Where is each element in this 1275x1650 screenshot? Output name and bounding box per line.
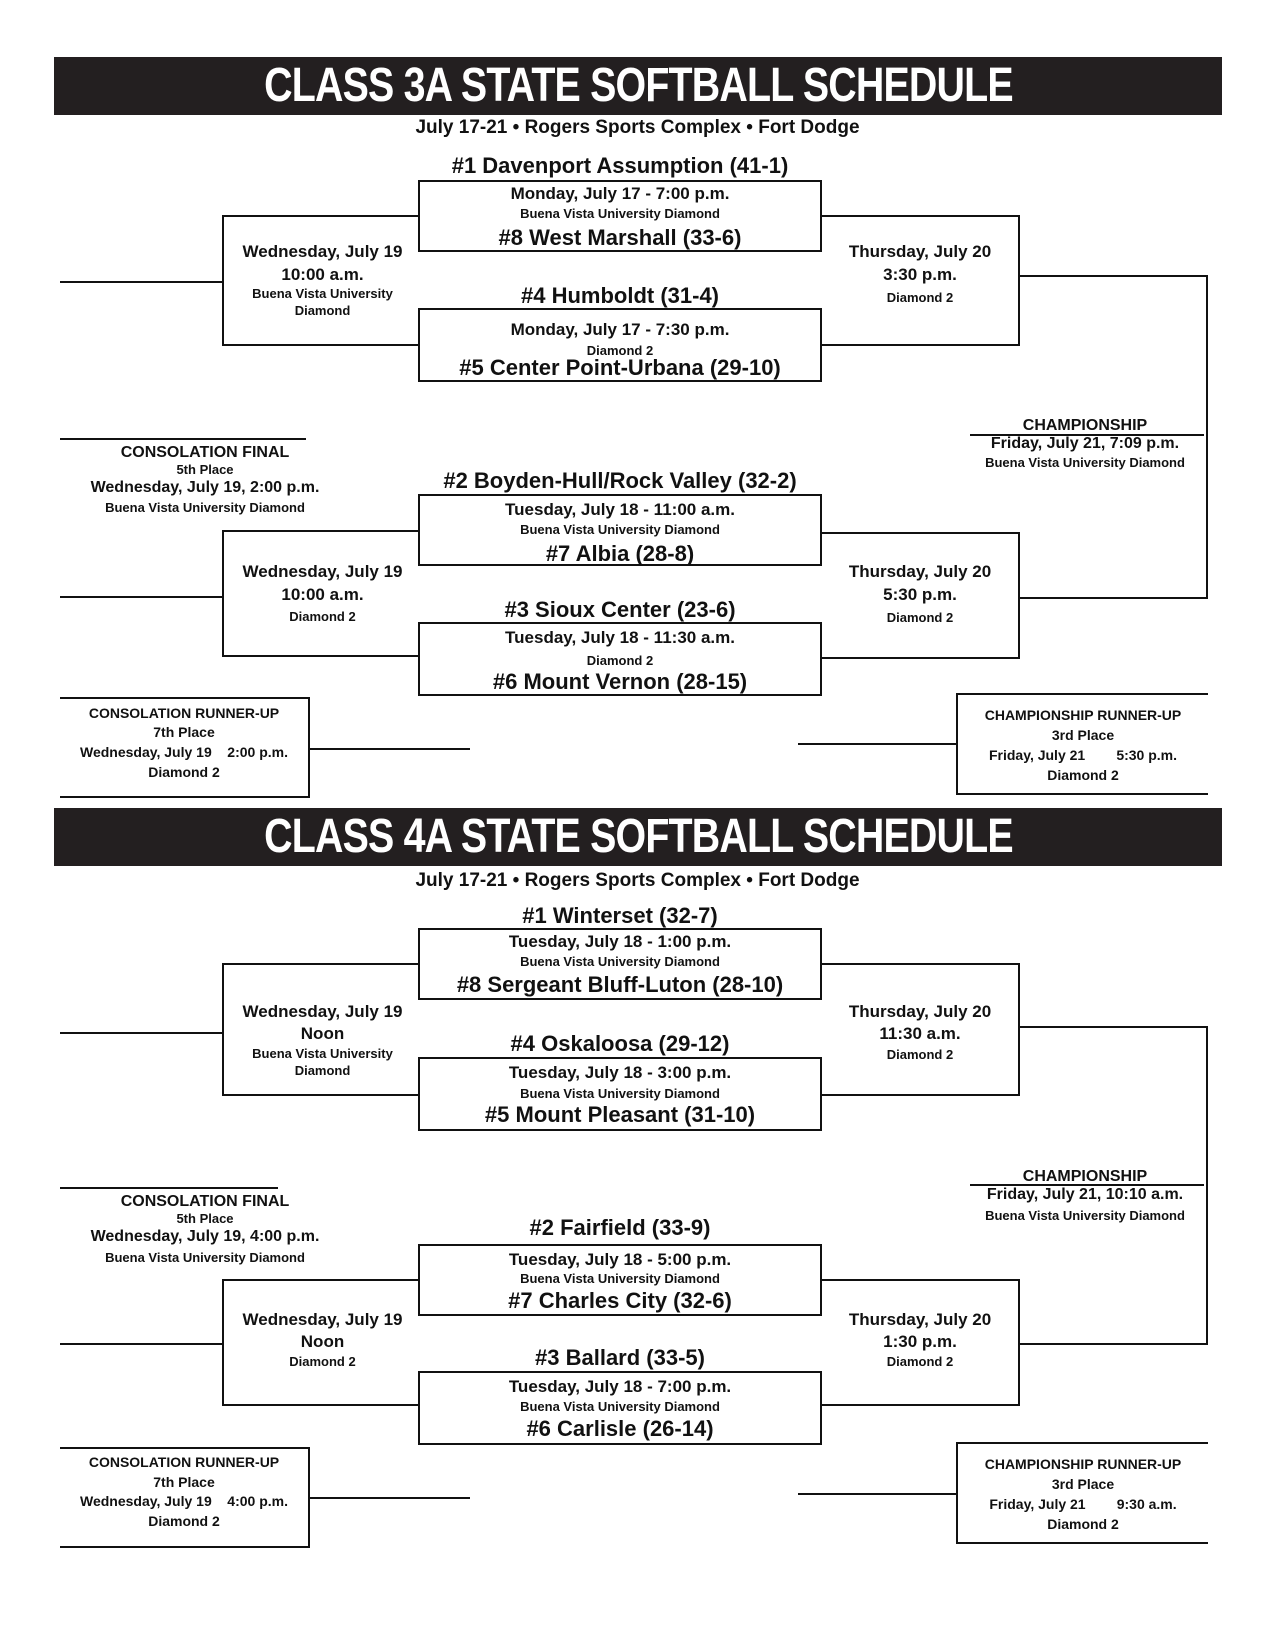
final-top-line (1020, 1026, 1208, 1028)
championship-runnerup-label: CHAMPIONSHIP RUNNER-UP (984, 1456, 1182, 1472)
game4-field: Diamond 2 (586, 653, 654, 668)
cons-bottom-bracket-top (222, 530, 418, 532)
game4-time: Tuesday, July 18 - 11:30 a.m. (505, 628, 735, 647)
consolation-runnerup-place: 7th Place (153, 724, 215, 740)
cons-top-out-line (60, 1032, 224, 1034)
cons-bottom-field: Diamond 2 (289, 1354, 356, 1369)
consolation-final-line (60, 438, 306, 440)
game2-top-team: #4 Humboldt (31-4) (520, 283, 720, 308)
semi-bottom-field: Diamond 2 (886, 610, 954, 625)
cons-top-out-line (60, 281, 224, 283)
championship-runnerup-stub (798, 1493, 958, 1495)
consolation-runnerup-top-line (60, 697, 310, 699)
consolation-runnerup-time: Wednesday, July 19 2:00 p.m. (79, 744, 288, 760)
class-3a-subtitle: July 17-21 • Rogers Sports Complex • Fort Dodge (415, 117, 860, 138)
game4-bottom-team: #6 Carlisle (26-14) (526, 1416, 714, 1441)
cons-top-bracket-top (222, 215, 418, 217)
semi-top-field: Diamond 2 (886, 1047, 954, 1062)
championship-runnerup-stub (798, 743, 958, 745)
consolation-runnerup-place: 7th Place (153, 1474, 215, 1490)
championship-field: Buena Vista University Diamond (985, 1208, 1185, 1223)
class-4a-section (0, 750, 1275, 1532)
championship-runnerup-label: CHAMPIONSHIP RUNNER-UP (984, 707, 1182, 723)
semi-bottom-day: Thursday, July 20 (848, 1310, 992, 1329)
final-vertical-line (1206, 275, 1208, 599)
cons-bottom-bracket-bottom (222, 1404, 418, 1406)
cons-bottom-out-line (60, 596, 224, 598)
game2-bottom-team: #5 Mount Pleasant (31-10) (484, 1102, 756, 1127)
cons-bottom-bracket-bottom (222, 655, 418, 657)
cons-top-field1: Buena Vista University (252, 1046, 393, 1061)
game1-top-team: #1 Winterset (32-7) (522, 903, 718, 928)
consolation-final-field: Buena Vista University Diamond (105, 500, 305, 515)
semi-top-bracket-top (822, 963, 1020, 965)
cons-top-day: Wednesday, July 19 (242, 242, 403, 261)
championship-runnerup-top-line (956, 1442, 1208, 1444)
semi-top-bracket-top (822, 215, 1020, 217)
final-top-line (1020, 275, 1208, 277)
game4-top-team: #3 Sioux Center (23-6) (504, 597, 736, 622)
semi-bottom-bracket-top (822, 1279, 1020, 1281)
championship-runnerup-top-line (956, 693, 1208, 695)
game3-field: Buena Vista University Diamond (520, 1271, 720, 1286)
cons-bottom-field: Diamond 2 (289, 609, 356, 624)
cons-bottom-time: 10:00 a.m. (281, 585, 364, 604)
game2-top-team: #4 Oskaloosa (29-12) (510, 1031, 730, 1056)
consolation-runnerup-field: Diamond 2 (148, 1513, 220, 1529)
semi-bottom-time: 5:30 p.m. (883, 585, 957, 604)
class-4a-subtitle: July 17-21 • Rogers Sports Complex • Fort Dodge (415, 870, 860, 891)
consolation-final-line (60, 1187, 278, 1189)
consolation-runnerup-label: CONSOLATION RUNNER-UP (88, 705, 280, 721)
cons-top-field2: Diamond (294, 303, 351, 318)
championship-runnerup-place: 3rd Place (1051, 1476, 1115, 1492)
semi-bottom-bracket-bottom (822, 657, 1020, 659)
semi-top-bracket-bottom (822, 344, 1020, 346)
cons-bottom-day: Wednesday, July 19 (242, 562, 403, 581)
game4-time: Tuesday, July 18 - 7:00 p.m. (508, 1377, 732, 1396)
semi-bottom-day: Thursday, July 20 (848, 562, 992, 581)
consolation-runnerup-label: CONSOLATION RUNNER-UP (88, 1454, 280, 1470)
game1-time: Monday, July 17 - 7:00 p.m. (510, 184, 730, 203)
game2-time: Monday, July 17 - 7:30 p.m. (510, 320, 730, 339)
cons-top-field1: Buena Vista University (252, 286, 393, 301)
consolation-runnerup-field: Diamond 2 (148, 764, 220, 780)
championship-time: Friday, July 21, 7:09 p.m. (990, 435, 1180, 452)
class-3a-section (0, 0, 1275, 783)
semi-top-time: 11:30 a.m. (879, 1024, 961, 1043)
semi-top-field: Diamond 2 (886, 290, 954, 305)
consolation-final-label: CONSOLATION FINAL (120, 1193, 290, 1210)
game1-bottom-team: #8 Sergeant Bluff-Luton (28-10) (456, 972, 784, 997)
cons-top-bracket-vertical (222, 963, 224, 1096)
game1-time: Tuesday, July 18 - 1:00 p.m. (508, 932, 732, 951)
final-bottom-line (1020, 597, 1208, 599)
cons-top-time: 10:00 a.m. (281, 265, 364, 284)
championship-runnerup-time: Friday, July 21 5:30 p.m. (988, 747, 1178, 763)
game2-time: Tuesday, July 18 - 3:00 p.m. (508, 1063, 732, 1082)
game1-bottom-team: #8 West Marshall (33-6) (498, 225, 742, 250)
championship-field: Buena Vista University Diamond (985, 455, 1185, 470)
cons-top-bracket-top (222, 963, 418, 965)
championship-label: CHAMPIONSHIP (1022, 417, 1148, 434)
consolation-final-time: Wednesday, July 19, 4:00 p.m. (90, 1228, 320, 1245)
consolation-final-place: 5th Place (176, 462, 234, 477)
cons-top-time: Noon (300, 1024, 345, 1043)
semi-top-day: Thursday, July 20 (848, 242, 992, 261)
semi-bottom-time: 1:30 p.m. (883, 1332, 957, 1351)
championship-runnerup-place: 3rd Place (1051, 727, 1115, 743)
cons-bottom-bracket-vertical (222, 530, 224, 657)
game4-field: Buena Vista University Diamond (520, 1399, 720, 1414)
consolation-runnerup-top-line (60, 1447, 310, 1449)
game2-bottom-team: #5 Center Point-Urbana (29-10) (459, 355, 781, 380)
cons-bottom-time: Noon (300, 1332, 345, 1351)
semi-top-day: Thursday, July 20 (848, 1002, 992, 1021)
final-vertical-line (1206, 1026, 1208, 1345)
semi-bottom-bracket-top (822, 532, 1020, 534)
game2-field: Buena Vista University Diamond (520, 1086, 720, 1101)
game3-field: Buena Vista University Diamond (520, 522, 720, 537)
championship-label: CHAMPIONSHIP (1022, 1168, 1148, 1185)
cons-bottom-bracket-top (222, 1279, 418, 1281)
cons-top-bracket-bottom (222, 344, 418, 346)
game3-top-team: #2 Boyden-Hull/Rock Valley (32-2) (443, 468, 797, 493)
game4-top-team: #3 Ballard (33-5) (535, 1345, 705, 1370)
cons-bottom-out-line (60, 1343, 224, 1345)
consolation-runnerup-time: Wednesday, July 19 4:00 p.m. (79, 1493, 288, 1509)
cons-bottom-day: Wednesday, July 19 (242, 1310, 403, 1329)
class-4a-title-banner (54, 808, 1222, 866)
championship-time: Friday, July 21, 10:10 a.m. (986, 1186, 1184, 1203)
championship-runnerup-field: Diamond 2 (1047, 767, 1119, 783)
class-3a-title-banner (54, 57, 1222, 115)
championship-runnerup-field: Diamond 2 (1047, 1516, 1119, 1532)
final-bottom-line (1020, 1343, 1208, 1345)
game1-field: Buena Vista University Diamond (520, 954, 720, 969)
cons-top-bracket-bottom (222, 1094, 418, 1096)
game3-time: Tuesday, July 18 - 11:00 a.m. (505, 500, 735, 519)
consolation-final-place: 5th Place (176, 1211, 234, 1226)
class-4a-title: CLASS 4A STATE SOFTBALL SCHEDULE (263, 810, 1013, 863)
game2-field: Diamond 2 (586, 343, 654, 358)
semi-bottom-field: Diamond 2 (886, 1354, 954, 1369)
game1-field: Buena Vista University Diamond (520, 206, 720, 221)
semi-top-time: 3:30 p.m. (883, 265, 957, 284)
class-3a-title: CLASS 3A STATE SOFTBALL SCHEDULE (263, 59, 1013, 112)
semi-bottom-bracket-bottom (822, 1404, 1020, 1406)
semi-top-bracket-bottom (822, 1094, 1020, 1096)
game3-time: Tuesday, July 18 - 5:00 p.m. (508, 1250, 732, 1269)
cons-top-day: Wednesday, July 19 (242, 1002, 403, 1021)
game3-bottom-team: #7 Albia (28-8) (545, 541, 695, 566)
consolation-final-label: CONSOLATION FINAL (120, 444, 290, 461)
game3-top-team: #2 Fairfield (33-9) (529, 1215, 711, 1240)
consolation-final-time: Wednesday, July 19, 2:00 p.m. (90, 479, 320, 496)
consolation-runnerup-bottom-line (60, 1546, 310, 1548)
consolation-runnerup-stub (308, 1497, 470, 1499)
cons-top-field2: Diamond (294, 1063, 351, 1078)
championship-runnerup-bottom-line (956, 1542, 1208, 1544)
game1-top-team: #1 Davenport Assumption (41-1) (451, 153, 789, 178)
consolation-final-field: Buena Vista University Diamond (105, 1250, 305, 1265)
championship-runnerup-time: Friday, July 21 9:30 a.m. (989, 1496, 1177, 1512)
game3-bottom-team: #7 Charles City (32-6) (508, 1288, 732, 1313)
game4-bottom-team: #6 Mount Vernon (28-15) (492, 669, 748, 694)
